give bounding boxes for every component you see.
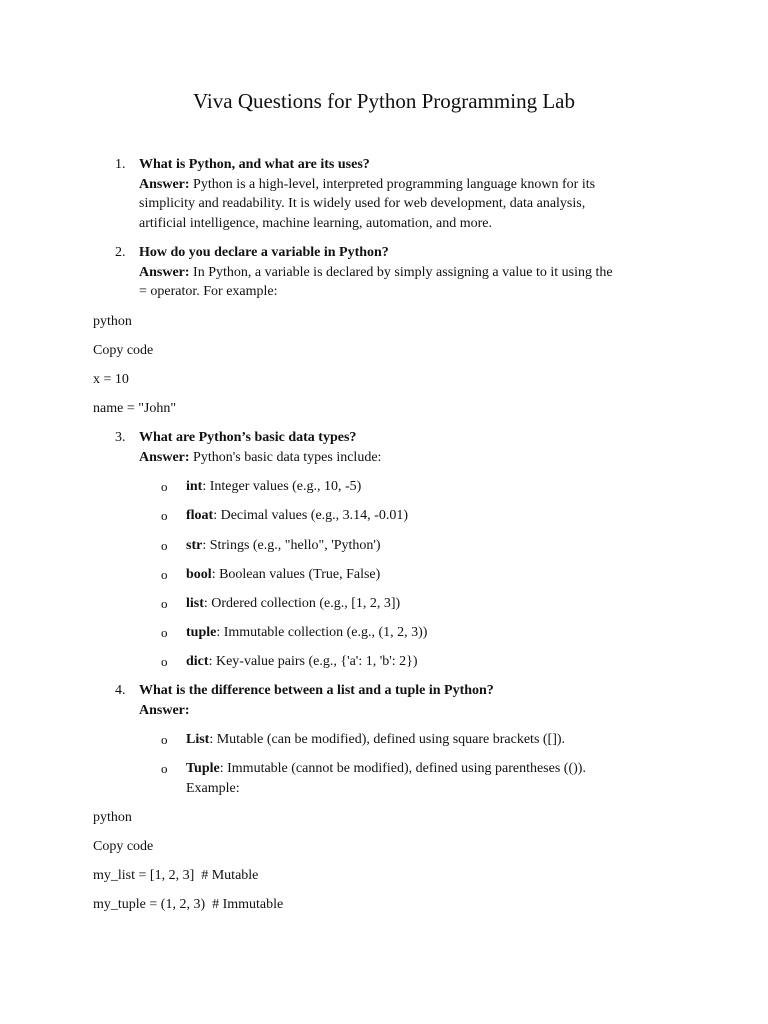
copy-code-label: Copy code	[93, 343, 154, 358]
bullet-text: : Immutable collection (e.g., (1, 2, 3))	[216, 625, 428, 640]
code-line: x = 10	[93, 372, 129, 387]
bullet-text: : Boolean values (True, False)	[211, 567, 381, 582]
code-line: my_tuple = (1, 2, 3) # Immutable	[93, 897, 284, 912]
answer-text: Python's basic data types include:	[189, 449, 382, 465]
answer-text: Python is a high-level, interpreted programming language known for its	[189, 176, 596, 192]
question-number: 4.	[115, 683, 126, 698]
bullet-icon: o	[161, 596, 168, 611]
bullet-icon: o	[161, 508, 168, 523]
code-line: name = "John"	[93, 401, 177, 416]
code-language-label: python	[93, 810, 132, 825]
bullet-term: List	[186, 732, 210, 747]
list-item	[161, 759, 656, 798]
question-number: 2.	[115, 245, 126, 260]
bullet-text: : Key-value pairs (e.g., {'a': 1, 'b': 2})	[208, 654, 418, 669]
list-item	[161, 594, 656, 614]
answer-label: Answer:	[139, 449, 190, 465]
bullet-text: : Strings (e.g., "hello", 'Python')	[202, 538, 381, 553]
bullet-text: : Immutable (cannot be modified), defined using parentheses (()).	[219, 761, 586, 776]
answer-text: artificial intelligence, machine learning, automation, and more.	[139, 215, 492, 231]
answer-line	[139, 701, 679, 721]
bullet-text: : Ordered collection (e.g., [1, 2, 3])	[203, 596, 401, 611]
bullet-term: bool	[186, 567, 212, 582]
answer-line	[139, 263, 679, 283]
bullet-icon: o	[161, 625, 168, 640]
answer-line	[139, 448, 679, 468]
bullet-continuation: Example:	[186, 780, 240, 796]
bullet-text: : Mutable (can be modified), defined using square brackets ([]).	[209, 732, 566, 747]
question-item	[115, 428, 679, 467]
bullet-term: list	[186, 596, 204, 611]
code-line: my_list = [1, 2, 3] # Mutable	[93, 868, 259, 883]
list-item	[161, 623, 656, 643]
question-number: 1.	[115, 157, 126, 172]
question-number: 3.	[115, 430, 126, 445]
list-item	[161, 477, 656, 497]
question-item	[115, 243, 679, 302]
question-item	[115, 681, 679, 720]
bullet-text: : Decimal values (e.g., 3.14, -0.01)	[213, 508, 408, 523]
question-text: What is Python, and what are its uses?	[139, 157, 370, 172]
list-item	[161, 506, 656, 526]
answer-text: In Python, a variable is declared by simply assigning a value to it using the	[189, 264, 613, 280]
bullet-text: : Integer values (e.g., 10, -5)	[202, 479, 362, 494]
list-item	[161, 536, 656, 556]
bullet-icon: o	[161, 479, 168, 494]
bullet-term: int	[186, 479, 203, 494]
bullet-icon: o	[161, 538, 168, 553]
bullet-icon: o	[161, 654, 168, 669]
bullet-term: tuple	[186, 625, 217, 640]
bullet-term: float	[186, 508, 214, 523]
answer-label: Answer:	[139, 264, 190, 280]
answer-text: simplicity and readability. It is widely used for web development, data analysis,	[139, 196, 586, 211]
question-item	[115, 155, 679, 233]
question-text: What are Python’s basic data types?	[139, 430, 357, 445]
bullet-icon: o	[161, 567, 168, 582]
question-text: What is the difference between a list and a tuple in Python?	[139, 683, 494, 698]
list-item	[161, 652, 656, 672]
list-item	[161, 565, 656, 585]
page-title: Viva Questions for Python Programming Lab	[193, 89, 575, 113]
bullet-term: Tuple	[186, 761, 220, 776]
copy-code-label: Copy code	[93, 839, 154, 854]
code-language-label: python	[93, 314, 132, 329]
answer-label: Answer:	[139, 702, 190, 718]
question-text: How do you declare a variable in Python?	[139, 245, 389, 260]
bullet-term: dict	[186, 654, 209, 669]
list-item	[161, 730, 656, 750]
answer-label: Answer:	[139, 176, 190, 192]
bullet-term: str	[186, 538, 203, 553]
bullet-icon: o	[161, 732, 168, 747]
answer-text: = operator. For example:	[139, 284, 278, 299]
bullet-icon: o	[161, 761, 168, 776]
answer-line	[139, 175, 679, 195]
